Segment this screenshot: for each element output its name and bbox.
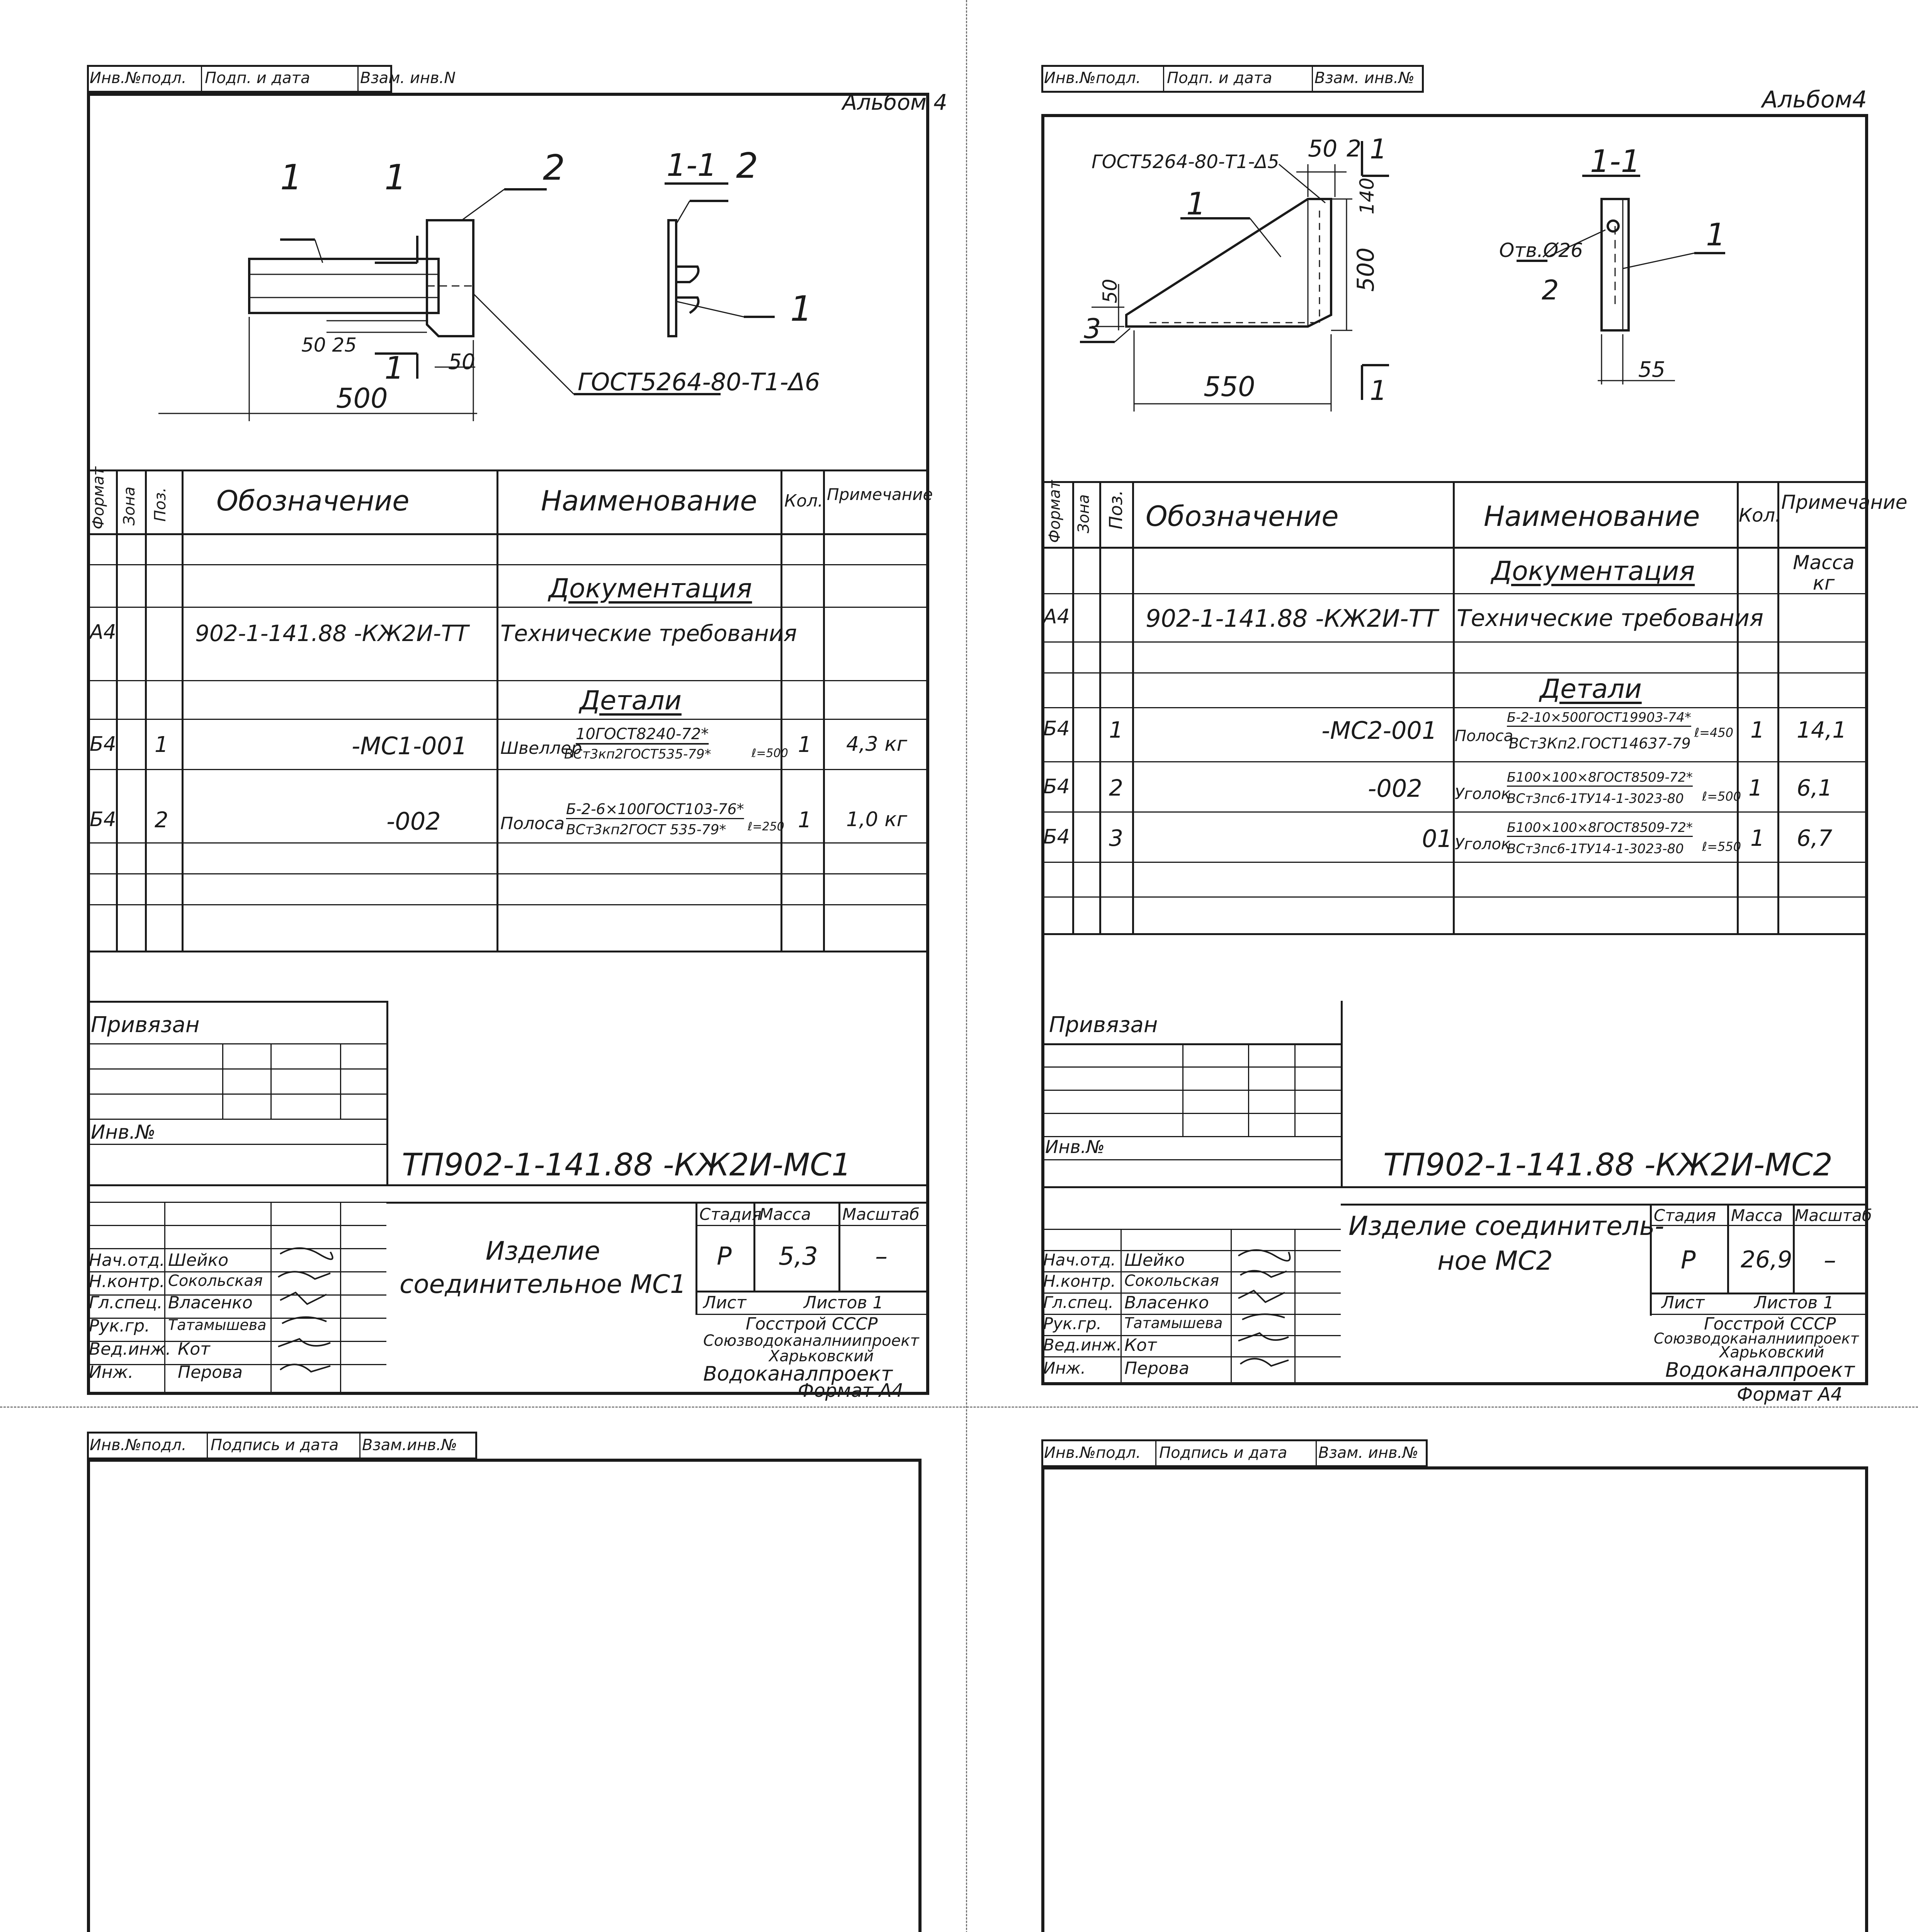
doc-row-name: Технические требования	[500, 620, 797, 646]
org-line-4: Водоканалпроект	[703, 1362, 893, 1386]
scale-value: –	[1824, 1246, 1836, 1275]
stamp-sign-date: Подп. и дата	[1167, 69, 1272, 87]
sheet-frame	[87, 1459, 922, 1932]
title-block-code: ТП902-1-141.88 -КЖ2И-МС2	[1383, 1147, 1833, 1183]
header-pos: Поз.	[151, 487, 169, 522]
stamp-inv-no: Инв.№подл.	[90, 69, 187, 87]
header-format: Формат	[1046, 480, 1064, 543]
dim-55: 55	[1638, 357, 1665, 382]
section-mark-label: 1	[384, 157, 407, 198]
item-name-line-2: ное МС2	[1437, 1246, 1553, 1276]
dim-140: 140	[1356, 177, 1378, 214]
row1-pos: 1	[155, 732, 168, 757]
role-5: Вед.инж.	[1043, 1335, 1122, 1354]
doc-row-designation: 902-1-141.88 -КЖ2И-ТТ	[1146, 604, 1438, 633]
name-5: Кот	[178, 1339, 210, 1359]
header-name: Наименование	[1484, 500, 1700, 532]
scale-value: –	[875, 1242, 888, 1271]
name-4: Татамышева	[168, 1316, 267, 1333]
row3-name-bottom: ВСт3пс6-1ТУ14-1-3023-80	[1507, 841, 1684, 857]
row1-name-top: Б-2-10×500ГОСТ19903-74*	[1507, 710, 1692, 725]
stamp-sign-date: Подпись и дата	[211, 1436, 339, 1454]
stamp-inv-no: Инв.№подл.	[1044, 69, 1141, 87]
pos-1-label: 1	[280, 157, 303, 198]
stamp-replace-inv: Взам. инв.№	[1318, 1444, 1418, 1462]
stamp-replace-inv: Взам.инв.№	[362, 1436, 457, 1454]
role-6: Инж.	[89, 1362, 134, 1382]
row2-pos: 2	[155, 808, 168, 833]
header-note: Примечание	[1781, 491, 1908, 514]
role-1: Нач.отд.	[89, 1250, 165, 1270]
header-zone: Зона	[1075, 494, 1093, 533]
dim-50-25: 50 25	[301, 334, 357, 356]
header-note: Примечание	[827, 485, 933, 504]
section-pos-1-label: 1	[790, 289, 813, 329]
doc-row-format: А4	[90, 621, 116, 644]
dim-550: 550	[1204, 371, 1255, 403]
row1-length: ℓ=500	[752, 747, 788, 760]
privyazan-label: Привязан	[1049, 1012, 1158, 1037]
item-name: Изделие соединительное МС1	[399, 1236, 687, 1299]
org-line-3: Харьковский	[1719, 1344, 1824, 1361]
section-mark-top: 1	[1370, 133, 1387, 165]
row3-name-top: Б100×100×8ГОСТ8509-72*	[1507, 820, 1693, 835]
section-title: 1-1	[1590, 143, 1641, 179]
hole-label: Отв.Ø26	[1499, 239, 1583, 262]
section-title: 1-1	[667, 147, 717, 183]
section-mark-bottom: 1	[1370, 375, 1387, 406]
stage-value: Р	[717, 1242, 732, 1271]
role-4: Рук.гр.	[1043, 1314, 1102, 1333]
stamp-inv-no: Инв.№подл.	[1044, 1444, 1141, 1462]
inv-no-label: Инв.№	[91, 1121, 156, 1143]
row1-name-bottom: ВСт3кп2ГОСТ535-79*	[564, 747, 711, 762]
scale-label: Масштаб	[842, 1205, 920, 1224]
name-6: Перова	[178, 1362, 243, 1382]
mass-label: Масса	[1731, 1206, 1783, 1225]
header-qty: Кол.	[784, 491, 823, 511]
org-line-4: Водоканалпроект	[1665, 1359, 1855, 1382]
dim-50-left: 50	[1099, 279, 1121, 303]
drawing-mc2	[1041, 114, 1868, 462]
mass-value: 5,3	[779, 1242, 818, 1271]
org-line-2: Союзводоканалниипроект	[1654, 1330, 1859, 1347]
sheet-label: Лист	[703, 1293, 746, 1313]
header-qty: Кол.	[1739, 505, 1781, 526]
role-3: Гл.спец.	[1043, 1293, 1114, 1312]
row2-note: 6,1	[1797, 775, 1833, 801]
mass-label: Масса	[759, 1205, 811, 1224]
details-section-title: Детали	[580, 685, 682, 716]
stamp-replace-inv: Взам. инв.№	[1314, 69, 1415, 87]
stage-label: Стадия	[1654, 1206, 1716, 1225]
row1-designation: -МС1-001	[352, 732, 468, 760]
stamp-replace-inv: Взам. инв.N	[360, 69, 456, 87]
mass-unit-note: Масса кг	[1793, 551, 1855, 594]
doc-section-title: Документация	[549, 573, 752, 604]
header-zone: Зона	[121, 486, 138, 526]
role-2: Н.контр.	[1043, 1272, 1116, 1291]
scale-label: Масштаб	[1795, 1206, 1872, 1225]
row2-qty: 1	[798, 808, 812, 833]
stamp-sign-date: Подпись и дата	[1159, 1444, 1287, 1462]
row2-designation: -002	[1368, 774, 1422, 803]
name-5: Кот	[1124, 1335, 1157, 1355]
row1-note: 14,1	[1797, 717, 1847, 743]
header-designation: Обозначение	[1146, 500, 1339, 532]
row2-name-main: Полоса	[500, 814, 565, 833]
row3-name-main: Уголок	[1455, 835, 1511, 853]
mass-value: 26,9	[1741, 1246, 1792, 1273]
row2-qty: 1	[1748, 775, 1763, 801]
dim-1-label: 1	[384, 350, 404, 386]
row3-format: Б4	[1043, 825, 1070, 849]
gost-weld-label: ГОСТ5264-80-Т1-Δ5	[1092, 151, 1279, 173]
row1-format: Б4	[90, 733, 116, 756]
name-1: Шейко	[168, 1250, 229, 1270]
stage-label: Стадия	[699, 1205, 762, 1224]
stamp-sign-date: Подп. и дата	[205, 69, 310, 87]
row2-name-top: Б100×100×8ГОСТ8509-72*	[1507, 770, 1693, 785]
pos-2-top: 2	[1347, 135, 1362, 162]
sheet-label: Лист	[1661, 1293, 1705, 1313]
section-pos-2: 2	[1542, 274, 1559, 306]
dim-50-label: 50	[448, 349, 475, 374]
org-line-1: Госстрой СССР	[1704, 1314, 1836, 1334]
row1-note: 4,3 кг	[846, 733, 907, 756]
details-section-title: Детали	[1540, 674, 1642, 704]
section-pos-1: 1	[1706, 217, 1726, 253]
item-name-line-1: Изделие соединитель-	[1348, 1211, 1665, 1242]
name-1: Шейко	[1124, 1250, 1185, 1270]
row1-qty: 1	[1750, 717, 1765, 743]
role-5: Вед.инж.	[89, 1339, 171, 1359]
row1-format: Б4	[1043, 717, 1070, 740]
name-2: Сокольская	[1124, 1272, 1219, 1290]
doc-section-title: Документация	[1491, 556, 1695, 587]
pos-3-label: 3	[1084, 313, 1101, 345]
row2-length: ℓ=250	[748, 820, 784, 833]
album-label: Альбом4	[1762, 86, 1867, 113]
sheet-frame	[1041, 1466, 1868, 1932]
inv-no-label: Инв.№	[1045, 1136, 1105, 1157]
row1-name-main: Полоса	[1455, 727, 1513, 745]
sheets-label: Листов 1	[1754, 1293, 1834, 1313]
row2-format: Б4	[1043, 775, 1070, 798]
row1-designation: -МС2-001	[1321, 716, 1437, 745]
privyazan-label: Привязан	[91, 1012, 200, 1037]
role-2: Н.контр.	[89, 1272, 165, 1291]
doc-row-name: Технические требования	[1457, 605, 1763, 632]
row2-name-bottom: ВСт3пс6-1ТУ14-1-3023-80	[1507, 791, 1684, 806]
row1-pos: 1	[1109, 717, 1123, 743]
format-label: Формат А4	[798, 1380, 904, 1401]
name-2: Сокольская	[168, 1272, 263, 1290]
album-label: Альбом 4	[842, 90, 947, 115]
header-format: Формат	[90, 466, 107, 529]
dim-500: 500	[1352, 247, 1379, 292]
drawing-mc1	[87, 93, 929, 460]
header-name: Наименование	[541, 485, 757, 517]
row2-length: ℓ=500	[1702, 789, 1741, 804]
signatures	[272, 1242, 338, 1393]
role-1: Нач.отд.	[1043, 1250, 1116, 1269]
section-pos-2-label: 2	[736, 146, 758, 186]
header-pos: Поз.	[1105, 490, 1126, 529]
row2-designation: -002	[386, 807, 441, 835]
row2-name-main: Уголок	[1455, 785, 1511, 803]
row2-format: Б4	[90, 808, 116, 831]
format-label: Формат А4	[1737, 1384, 1843, 1405]
role-6: Инж.	[1043, 1359, 1086, 1378]
name-4: Татамышева	[1124, 1315, 1223, 1332]
row2-name-bottom: ВСт3кп2ГОСТ 535-79*	[566, 822, 726, 838]
org-line-2: Союзводоканалниипроект	[703, 1332, 919, 1350]
row1-qty: 1	[798, 732, 812, 757]
name-3: Власенко	[1124, 1293, 1209, 1313]
sheets-label: Листов 1	[804, 1293, 884, 1313]
stamp-inv-no: Инв.№подл.	[90, 1436, 187, 1454]
role-4: Рук.гр.	[89, 1316, 150, 1336]
pos-1-label: 1	[1186, 186, 1206, 222]
row3-designation: 01	[1422, 825, 1452, 853]
name-6: Перова	[1124, 1359, 1189, 1378]
header-designation: Обозначение	[216, 485, 410, 517]
row1-name-top: 10ГОСТ8240-72*	[576, 725, 709, 743]
row1-name-main: Швеллер	[500, 738, 582, 758]
title-block-code: ТП902-1-141.88 -КЖ2И-МС1	[402, 1147, 851, 1183]
name-3: Власенко	[168, 1293, 253, 1313]
row2-name-top: Б-2-6×100ГОСТ103-76*	[566, 801, 744, 818]
row2-pos: 2	[1109, 775, 1123, 801]
row3-qty: 1	[1750, 825, 1765, 851]
row2-note: 1,0 кг	[846, 808, 907, 831]
doc-row-designation: 902-1-141.88 -КЖ2И-ТТ	[195, 620, 469, 646]
sheet-cut-line-vertical	[966, 0, 967, 1932]
row3-note: 6,7	[1797, 825, 1833, 851]
org-line-1: Госстрой СССР	[746, 1314, 878, 1334]
pos-2-label: 2	[543, 148, 565, 188]
row1-name-bottom: ВСт3Кп2.ГОСТ14637-79	[1509, 735, 1691, 752]
row1-length: ℓ=450	[1694, 725, 1734, 740]
stage-value: Р	[1681, 1246, 1696, 1275]
row3-length: ℓ=550	[1702, 839, 1741, 854]
org-line-3: Харьковский	[769, 1347, 874, 1365]
dim-50-top: 50	[1308, 135, 1338, 162]
role-3: Гл.спец.	[89, 1293, 163, 1313]
dim-500-label: 500	[336, 383, 388, 414]
doc-row-format: А4	[1043, 605, 1070, 628]
row3-pos: 3	[1109, 825, 1123, 851]
sheet-cut-line-horizontal	[0, 1406, 1918, 1408]
gost-weld-label: ГОСТ5264-80-Т1-Δ6	[578, 368, 820, 396]
signatures	[1233, 1244, 1292, 1383]
